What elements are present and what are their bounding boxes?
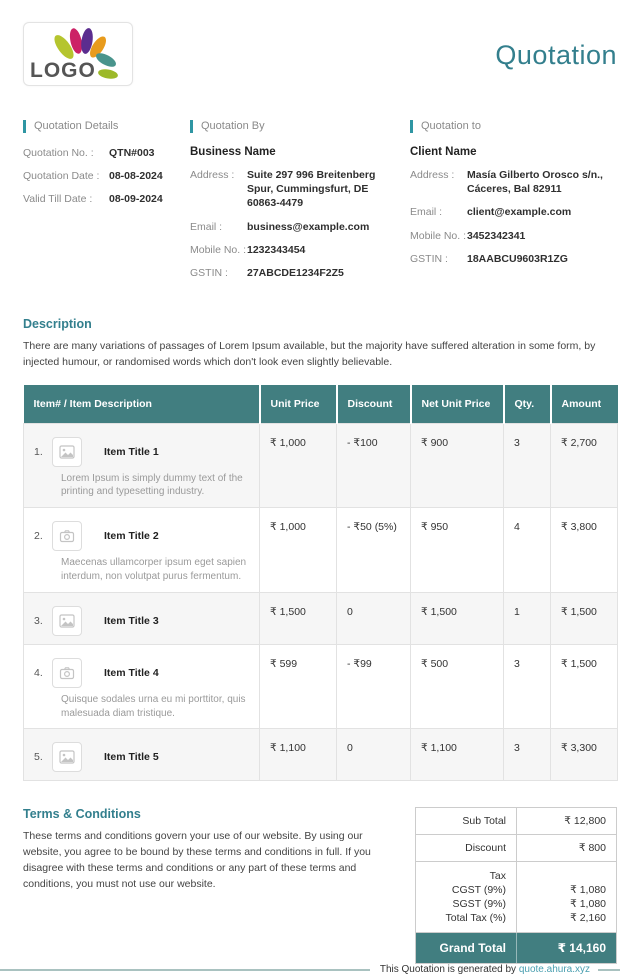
business-address-value: Suite 297 996 Breitenberg Spur, Cummingsfurt, DE 60863-4479 (247, 169, 376, 210)
info-section (23, 120, 617, 289)
quotation-details-heading: Quotation Details (23, 120, 190, 133)
item-number: 1. (34, 445, 43, 458)
qty-cell: 3 (504, 423, 551, 508)
item-thumbnail (52, 742, 82, 772)
subtotal-label: Sub Total (462, 815, 506, 828)
net-unit-price-cell: ₹ 900 (411, 423, 504, 508)
item-title: Item Title 2 (104, 530, 159, 543)
quotation-to-column (410, 120, 617, 289)
unit-price-cell: ₹ 1,000 (260, 508, 337, 593)
discount-value: ₹ 800 (516, 835, 616, 861)
terms-section (23, 807, 383, 964)
business-gstin-row (190, 266, 410, 280)
business-mobile-label: Mobile No. : (190, 243, 247, 256)
terms-text: These terms and conditions govern your use of our website. By using our website, you agree to be bound by these terms and conditions in full. If you disagree with these terms and conditions or any part of these terms and conditions, you must not use our website. (23, 830, 371, 890)
business-email-row (190, 220, 410, 234)
amount-cell: ₹ 3,800 (551, 508, 618, 593)
col-header-qty: Qty. (504, 385, 551, 424)
valid-till-row (23, 192, 190, 206)
amount-cell: ₹ 1,500 (551, 592, 618, 644)
item-title: Item Title 1 (104, 445, 159, 458)
totals-table (415, 807, 617, 964)
qty-cell: 1 (504, 592, 551, 644)
client-gstin-row (410, 252, 617, 266)
footer-divider-left (0, 969, 370, 971)
grand-total-label: Grand Total (439, 941, 506, 956)
footer (0, 964, 620, 975)
table-row (24, 592, 618, 644)
grand-total-row (416, 933, 616, 963)
item-cell (24, 729, 260, 781)
discount-label: Discount (465, 842, 506, 855)
client-address-label: Address : (410, 169, 455, 181)
valid-till-label: Valid Till Date : (23, 193, 93, 206)
quotation-to-heading: Quotation to (410, 120, 617, 133)
cgst-label: CGST (9%) (451, 884, 506, 897)
item-description: Lorem Ipsum is simply dummy text of the printing and typesetting industry. (61, 472, 243, 498)
discount-cell: 0 (337, 592, 411, 644)
header (23, 22, 617, 86)
table-row (24, 729, 618, 781)
company-logo (23, 22, 133, 86)
camera-icon (59, 665, 75, 681)
business-mobile-row (190, 243, 410, 257)
col-header-discount: Discount (337, 385, 411, 424)
tax-row (416, 862, 616, 933)
net-unit-price-cell: ₹ 1,100 (411, 729, 504, 781)
business-name: Business Name (190, 146, 276, 158)
quotation-number-label: Quotation No. : (23, 147, 94, 159)
footer-text (380, 964, 590, 975)
col-header-unit-price: Unit Price (260, 385, 337, 424)
subtotal-row (416, 808, 616, 835)
page-title: Quotation (495, 40, 617, 70)
tax-labels (416, 862, 516, 932)
item-cell (24, 508, 260, 593)
item-cell (24, 644, 260, 729)
image-placeholder-icon (59, 613, 75, 629)
client-gstin-label: GSTIN : (410, 252, 448, 265)
subtotal-value: ₹ 12,800 (516, 808, 616, 834)
description-heading: Description (23, 317, 92, 332)
unit-price-cell: ₹ 1,100 (260, 729, 337, 781)
business-gstin-value: 27ABCDE1234F2Z5 (247, 266, 344, 279)
item-thumbnail (52, 437, 82, 467)
table-row (24, 423, 618, 508)
client-mobile-label: Mobile No. : (410, 229, 467, 242)
items-table-header-row (24, 385, 618, 424)
item-title: Item Title 5 (104, 751, 159, 764)
net-unit-price-cell: ₹ 500 (411, 644, 504, 729)
description-section (23, 317, 617, 371)
col-header-item-description: Item# / Item Description (24, 385, 260, 424)
item-cell (24, 592, 260, 644)
quotation-by-column (190, 120, 410, 289)
item-thumbnail (52, 658, 82, 688)
quotation-date-row (23, 169, 190, 183)
discount-cell: - ₹50 (5%) (337, 508, 411, 593)
client-email-row (410, 205, 617, 219)
unit-price-cell: ₹ 1,500 (260, 592, 337, 644)
client-gstin-value: 18AABCU9603R1ZG (467, 252, 568, 265)
item-number: 5. (34, 751, 43, 764)
quotation-date-label: Quotation Date : (23, 170, 100, 183)
discount-cell: 0 (337, 729, 411, 781)
client-address-value: Masía Gilberto Orosco s/n., Cáceres, Bal 82911 (467, 169, 603, 196)
item-number: 2. (34, 530, 43, 543)
footer-link[interactable]: quote.ahura.xyz (518, 964, 590, 975)
item-thumbnail (52, 521, 82, 551)
quotation-details-column (23, 120, 190, 289)
unit-price-cell: ₹ 599 (260, 644, 337, 729)
camera-icon (59, 528, 75, 544)
qty-cell: 3 (504, 729, 551, 781)
table-row (24, 508, 618, 593)
valid-till-value: 08-09-2024 (109, 193, 163, 206)
item-title: Item Title 4 (104, 666, 159, 679)
business-gstin-label: GSTIN : (190, 266, 228, 279)
client-address-row (410, 168, 617, 196)
net-unit-price-cell: ₹ 950 (411, 508, 504, 593)
image-placeholder-icon (59, 749, 75, 765)
item-description: Quisque sodales urna eu mi porttitor, quis malesuada diam tristique. (61, 693, 246, 719)
total-tax-label: Total Tax (%) (445, 912, 506, 925)
amount-cell: ₹ 1,500 (551, 644, 618, 729)
logo-image (26, 25, 130, 83)
items-table (23, 385, 618, 782)
unit-price-cell: ₹ 1,000 (260, 423, 337, 508)
item-description: Maecenas ullamcorper ipsum eget sapien interdum, non volutpat purus fermentum. (61, 557, 247, 582)
client-mobile-row (410, 229, 617, 243)
discount-cell: - ₹100 (337, 423, 411, 508)
quotation-date-value: 08-08-2024 (109, 170, 163, 183)
amount-cell: ₹ 3,300 (551, 729, 618, 781)
sgst-label: SGST (9%) (452, 898, 506, 911)
tax-values (516, 862, 616, 932)
total-tax-value: ₹ 2,160 (570, 912, 606, 925)
discount-cell: - ₹99 (337, 644, 411, 729)
business-email-value: business@example.com (247, 220, 370, 233)
qty-cell: 3 (504, 644, 551, 729)
footer-divider-right (598, 969, 620, 971)
item-cell (24, 423, 260, 508)
logo-text: LOGO (30, 59, 96, 82)
client-email-label: Email : (410, 206, 443, 219)
item-number: 4. (34, 666, 43, 679)
business-email-label: Email : (190, 220, 223, 233)
bottom-section (23, 807, 617, 964)
description-text: There are many variations of passages of Lorem Ipsum available, but the majority have suffered alteration in some form, by injected humour, or randomised words which don't look even slightly believable. (23, 340, 596, 368)
item-thumbnail (52, 606, 82, 636)
amount-cell: ₹ 2,700 (551, 423, 618, 508)
grand-total-value: ₹ 14,160 (516, 933, 616, 963)
table-row (24, 644, 618, 729)
cgst-value: ₹ 1,080 (570, 884, 606, 897)
image-placeholder-icon (59, 444, 75, 460)
business-mobile-value: 1232343454 (247, 243, 306, 256)
footer-generated-text: This Quotation is generated by (379, 964, 517, 975)
item-title: Item Title 3 (104, 614, 159, 627)
col-header-amount: Amount (551, 385, 618, 424)
col-header-net-unit-price: Net Unit Price (411, 385, 504, 424)
business-address-label: Address : (190, 169, 235, 181)
tax-label: Tax (489, 870, 506, 883)
quotation-by-heading: Quotation By (190, 120, 410, 133)
item-number: 3. (34, 614, 43, 627)
qty-cell: 4 (504, 508, 551, 593)
business-address-row (190, 168, 410, 211)
quotation-number-row (23, 146, 190, 160)
quotation-number-value: QTN#003 (109, 147, 155, 159)
client-name: Client Name (410, 146, 477, 158)
terms-heading: Terms & Conditions (23, 807, 141, 822)
discount-row (416, 835, 616, 862)
client-mobile-value: 3452342341 (467, 229, 526, 242)
client-email-value: client@example.com (467, 206, 572, 219)
net-unit-price-cell: ₹ 1,500 (411, 592, 504, 644)
sgst-value: ₹ 1,080 (570, 898, 606, 911)
